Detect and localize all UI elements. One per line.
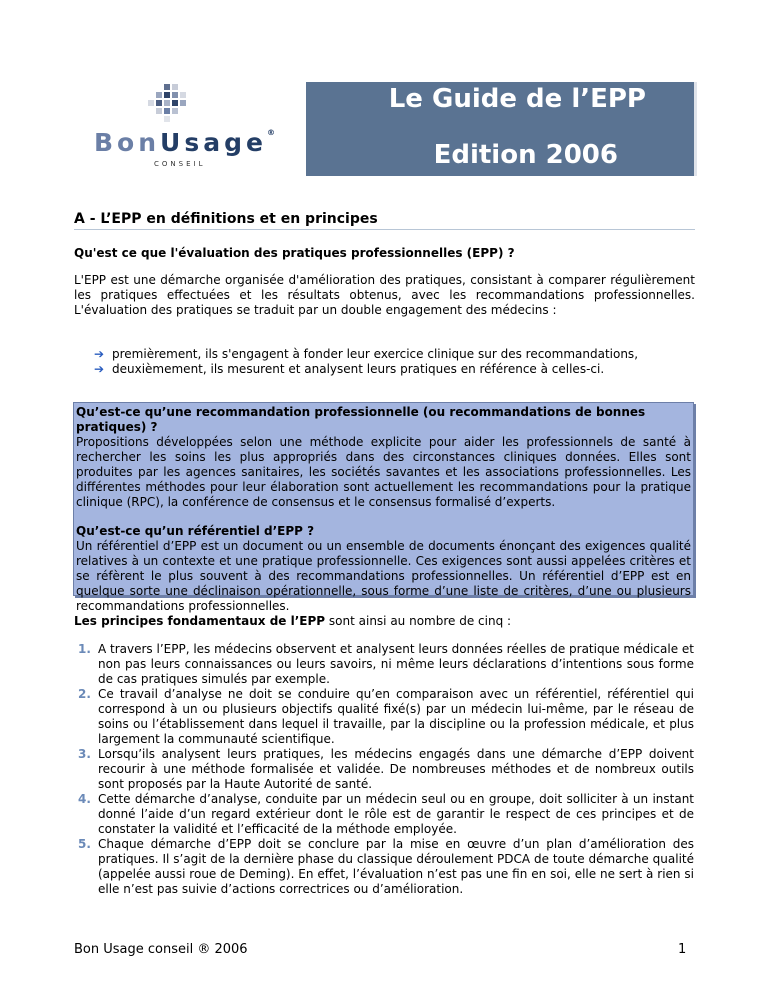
engagement-list	[94, 347, 694, 377]
question-recommandation: Qu’est-ce qu’une recommandation professionnelle (ou recommandations de bonnes pratiques) ?	[76, 405, 646, 434]
edition-label: Edition 2006	[433, 140, 618, 170]
epp-definition-paragraph: L'EPP est une démarche organisée d'amélioration des pratiques, consistant à comparer régulièrement les pratiques effectuées et les résultats obtenus, avec les recommandations professionnelles. L'évaluation des pratiques se traduit par un double engagement des médecins :	[74, 273, 695, 317]
question-epp: Qu'est ce que l'évaluation des pratiques professionnelles (EPP) ?	[74, 246, 515, 260]
principles-intro: Les principes fondamentaux de l’EPP sont ainsi au nombre de cinq :	[74, 614, 512, 628]
page-number: 1	[678, 942, 687, 957]
arrow-right-icon: ➔	[94, 362, 105, 376]
list-item: 2. Ce travail d’analyse ne doit se conduire qu’en comparaison avec un référentiel, référentiel qui correspond à un ou plusieurs objectifs qualité fixé(s) par un médecin lui-même, par le réseau de soins ou l’établissement dans lequel il travaille, par la discipline ou la profession médicale, et plus largement la communauté scientifique.	[78, 687, 694, 746]
section-heading: A - L’EPP en définitions et en principes	[74, 211, 695, 230]
guide-title: Le Guide de l’EPP	[388, 84, 646, 114]
title-banner	[306, 82, 697, 176]
footer-copyright: Bon Usage conseil ® 2006	[74, 942, 248, 957]
logo-wordmark: BonUsage®	[94, 128, 275, 157]
bon-usage-logo	[74, 82, 304, 176]
answer-recommandation: Propositions développées selon une méthode explicite pour aider les professionnels de santé à rechercher les soins les plus appropriés dans des circonstances cliniques données. Elles sont produites par les agences sanitaires, les sociétés savantes et les associations professionnelles. Les différentes méthodes pour leur élaboration sont actuellement les recommandations pour la pratique clinique (RPC), la conférence de consensus et le consensus formalisé d’experts.	[76, 435, 691, 509]
list-item: 4. Cette démarche d’analyse, conduite par un médecin seul ou en groupe, doit solliciter à un instant donné l’aide d’un regard extérieur dont le rôle est de garantir le respect de ces principes et de constater la validité et l’efficacité de la méthode employée.	[78, 792, 694, 836]
list-item: ➔ deuxièmement, ils mesurent et analysent leurs pratiques en référence à celles-ci.	[94, 362, 605, 376]
list-item: 5. Chaque démarche d’EPP doit se conclure par la mise en œuvre d’un plan d’amélioration des pratiques. Il s’agit de la dernière phase du classique déroulement PDCA de toute démarche qualité (appelée aussi roue de Deming). En effet, l’évaluation n’est pas une fin en soi, elle ne sert à rien si elle n’est pas suivie d’actions correctrices ou d’amélioration.	[78, 837, 694, 896]
arrow-right-icon: ➔	[94, 347, 105, 361]
question-referentiel: Qu’est-ce qu’un référentiel d’EPP ?	[76, 524, 315, 538]
logo-subtitle: CONSEIL	[154, 160, 206, 168]
pixel-mosaic-icon	[136, 82, 206, 128]
list-item: 1. A travers l’EPP, les médecins observent et analysent leurs données réelles de pratique médicale et non pas leurs connaissances ou leurs savoirs, ni même leurs déclarations d’intentions sous forme de cas pratiques simulés par exemple.	[78, 642, 694, 686]
answer-referentiel: Un référentiel d’EPP est un document ou un ensemble de documents énonçant des exigences qualité relatives à un contexte et une pratique professionnelle. Ces exigences sont aussi appelées critères et se réfèrent le plus souvent à des recommandations professionnelles. Un référentiel d’EPP est en quelque sorte une déclinaison opérationnelle, sous forme d’une liste de critères, d’une ou plusieurs recommandations professionnelles.	[76, 539, 691, 613]
principles-list	[78, 642, 694, 897]
list-item: ➔ premièrement, ils s'engagent à fonder leur exercice clinique sur des recommandations,	[94, 347, 639, 361]
list-item: 3. Lorsqu’ils analysent leurs pratiques, les médecins engagés dans une démarche d’EPP doivent recourir à une méthode formalisée et validée. De nombreuses méthodes et de nombreux outils sont proposés par la Haute Autorité de santé.	[78, 747, 694, 791]
definitions-box	[73, 402, 694, 613]
